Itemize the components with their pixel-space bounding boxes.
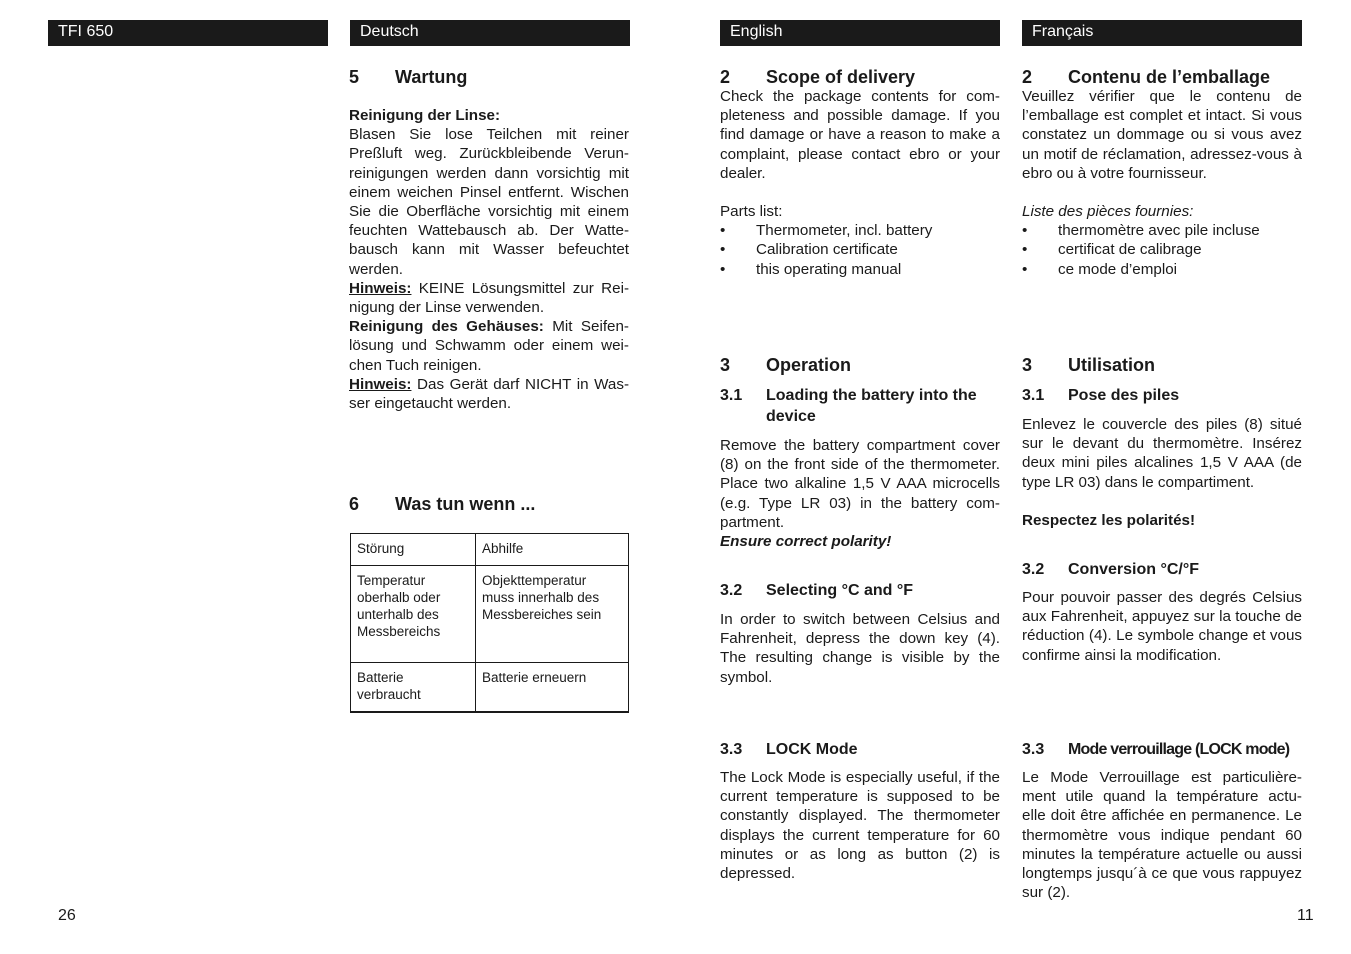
table-cell: Batterie erneuern xyxy=(476,663,629,713)
table-row xyxy=(351,566,629,663)
table-header-row xyxy=(351,534,629,566)
german-header-bar xyxy=(350,20,630,46)
german-language-label: Deutsch xyxy=(360,23,419,40)
list-item: • Calibration certificate xyxy=(720,241,898,259)
fr-parts-label: Liste des pièces fournies: xyxy=(1022,203,1194,220)
table-cell: Objekttemperatur muss innerhalb des Messbereiches sein xyxy=(476,566,629,663)
list-item: • certificat de calibrage xyxy=(1022,241,1202,259)
list-item: • this operating manual xyxy=(720,260,902,278)
table-header-cell: Abhilfe xyxy=(476,534,629,566)
en-section-2-heading: 2 Scope of delivery xyxy=(720,67,916,87)
model-title: TFI 650 xyxy=(58,23,114,40)
list-item: • ce mode d’emploi xyxy=(1022,260,1178,278)
en-parts-list xyxy=(720,202,1000,279)
de-lens-label: Reinigung der Linse: xyxy=(349,107,501,124)
en-celsius-text: In order to switch between Celsius and Fahrenheit, depress the down key (4). The resulting change is visible by the symbol. xyxy=(720,611,1000,686)
en-section-3-1-heading: 3.1 Loading the battery into the device xyxy=(720,387,977,425)
en-lock-text: The Lock Mode is especially useful, if the current temperature is supposed to be constantly displayed. The thermometer displays the current temperature for 60 minutes or as long as button (2) is depressed. xyxy=(720,769,1000,883)
fr-section-3-heading: 3 Utilisation xyxy=(1022,355,1156,375)
page-number-right: 11 xyxy=(1297,907,1314,924)
fr-polarity-note: Respectez les polarités! xyxy=(1022,512,1196,529)
table-row xyxy=(351,663,629,713)
table-header-cell: Störung xyxy=(351,534,476,566)
fr-parts-list xyxy=(1022,202,1302,279)
fr-delivery-text: Veuillez vérifier que le contenu de l’emballage est complet et intact. Si vous constatez un dommage ou si vous avez un motif de réclamation, adressez-vous à ebro ou à votre fournisseur. xyxy=(1022,88,1302,182)
fr-section-3-2-heading: 3.2 Conversion °C/°F xyxy=(1022,561,1200,578)
en-delivery-text: Check the package contents for com- pleteness and possible damage. If you find damage or have a reason to make a complaint, please contact ebro or your dealer. xyxy=(720,88,1000,182)
de-section-6-heading: 6 Was tun wenn ... xyxy=(349,494,536,514)
de-note-2: Hinweis: Das Gerät darf NICHT in Was- ser eingetaucht werden. xyxy=(349,375,629,413)
model-header-bar xyxy=(48,20,328,46)
en-parts-label: Parts list: xyxy=(720,203,783,220)
list-item: • thermomètre avec pile incluse xyxy=(1022,222,1260,240)
english-language-label: English xyxy=(730,23,783,40)
french-language-label: Français xyxy=(1032,23,1094,40)
table-cell: Batterie verbraucht xyxy=(351,663,476,713)
list-item: • Thermometer, incl. battery xyxy=(720,222,933,240)
de-note-1: Hinweis: KEINE Lösungsmittel zur Rei- nigung der Linse verwenden. xyxy=(349,279,629,317)
fr-lock-text: Le Mode Verrouillage est particulière- ment utile quand la température actu- elle doit être affichée en permanence. Le thermomètre vous indique pendant 60 minutes la température actuelle ou aussi longtemps jusqu´à ce que vous rappuyez sur (2). xyxy=(1022,769,1302,902)
english-header-bar xyxy=(720,20,1000,46)
fr-celsius-text: Pour pouvoir passer des degrés Celsius aux Fahrenheit, appuyez sur la touche de réduction (4). Le symbole change et vous confirme ainsi la modification. xyxy=(1022,589,1302,664)
table-cell: Temperatur oberhalb oder unterhalb des Messbereichs xyxy=(351,566,476,663)
en-section-3-2-heading: 3.2 Selecting °C and °F xyxy=(720,582,914,599)
de-housing: Reinigung des Gehäuses: Mit Seifen- lösung und Schwamm oder einem wei- chen Tuch reinigen. xyxy=(349,318,629,374)
troubleshooting-table xyxy=(350,533,629,713)
fr-section-3-1-heading: 3.1 Pose des piles xyxy=(1022,387,1180,404)
de-lens-text: Blasen Sie lose Teilchen mit reiner Preßluft weg. Zurückbleibende Verun- reinigungen werden dann vorsichtig mit einem weichen Pinsel entfernt. Wischen Sie die Oberfläche vorsichtig mit einem feuchten Wattebausch ab. Der Watte- bausch kann mit Wasser befeuchtet werden. xyxy=(349,126,629,278)
fr-section-2-heading: 2 Contenu de l’emballage xyxy=(1022,67,1271,87)
en-polarity-note: Ensure correct polarity! xyxy=(720,533,892,551)
en-battery-text: Remove the battery compartment cover (8) on the front side of the thermometer. Place two alkaline 1,5 V AAA microcells (e.g. Type LR 03) in the battery com- partment. Ensure correct polarity! xyxy=(720,437,1000,551)
fr-battery-text: Enlevez le couvercle des piles (8) situé sur le devant du thermomètre. Insérez deux mini piles alcalines 1,5 V AAA (de type LR 03) dans le compartiment. xyxy=(1022,416,1302,491)
de-section-5-heading: 5 Wartung xyxy=(349,67,468,87)
page-number-left: 26 xyxy=(58,907,76,924)
fr-section-3-3-heading: 3.3 Mode verrouillage (LOCK mode) xyxy=(1022,741,1290,758)
french-header-bar xyxy=(1022,20,1302,46)
en-section-3-3-heading: 3.3 LOCK Mode xyxy=(720,741,858,758)
de-maintenance-text xyxy=(349,106,629,413)
en-section-3-heading: 3 Operation xyxy=(720,355,852,375)
